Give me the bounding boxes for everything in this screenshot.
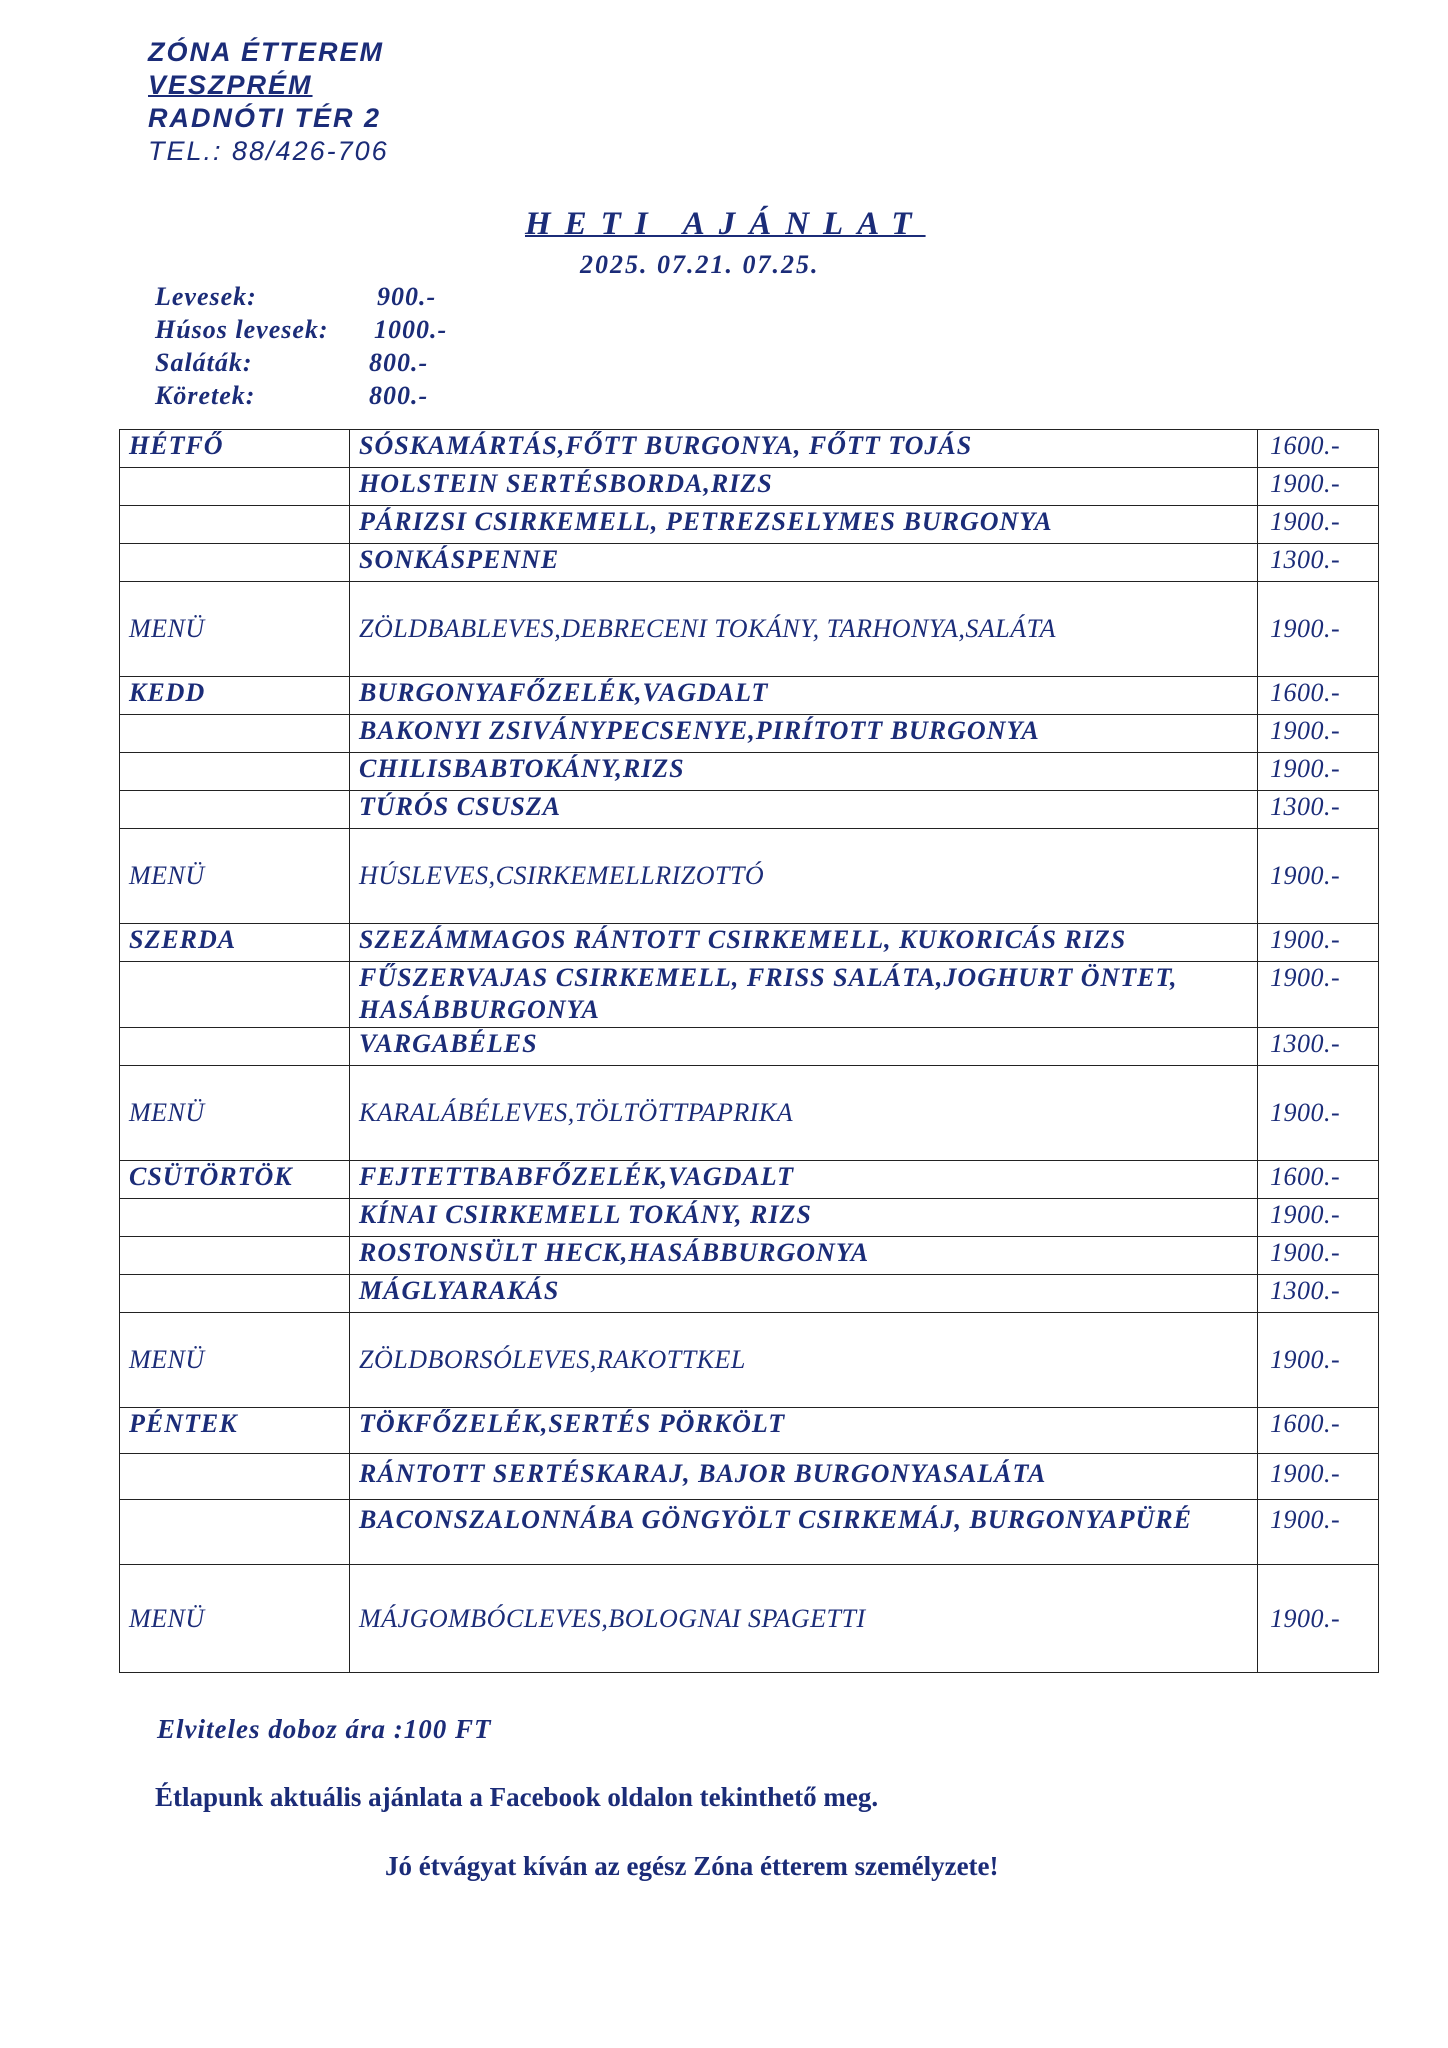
menu-price: 1900.- [1258,1565,1379,1673]
price-label: Saláták: [155,348,253,377]
dish-price: 1300.- [1258,1275,1379,1313]
dish-price: 1300.- [1258,544,1379,582]
price-row-sides [155,379,475,412]
restaurant-phone: TEL.: 88/426-706 [148,136,389,166]
dish-name: KÍNAI CSIRKEMELL TOKÁNY, RIZS [350,1199,1258,1237]
table-row [120,753,1379,791]
day-cell-empty [120,544,350,582]
table-row-menu [120,1565,1379,1673]
takeaway-box-price: Elviteles doboz ára :100 FT [157,1714,492,1744]
day-cell-empty [120,1237,350,1275]
menu-text: ZÖLDBORSÓLEVES,RAKOTTKEL [350,1313,1258,1408]
table-row [120,1500,1379,1565]
day-cell-empty [120,468,350,506]
facebook-note: Étlapunk aktuális ajánlata a Facebook oldalon tekinthető meg. [155,1782,879,1812]
table-row [120,1028,1379,1066]
menu-price: 1900.- [1258,582,1379,677]
dish-price: 1600.- [1258,677,1379,715]
price-row-soups [155,280,475,313]
menu-text: KARALÁBÉLEVES,TÖLTÖTTPAPRIKA [350,1066,1258,1161]
day-cell-empty [120,1500,350,1565]
restaurant-city: VESZPRÉM [148,70,313,100]
menu-price: 1900.- [1258,1066,1379,1161]
day-cell-empty [120,1454,350,1500]
dish-name: HOLSTEIN SERTÉSBORDA,RIZS [350,468,1258,506]
price-row-salads [155,346,475,379]
table-row [120,506,1379,544]
day-cell-empty [120,715,350,753]
dish-price: 1900.- [1258,468,1379,506]
day-cell-empty [120,1275,350,1313]
dish-name: BACONSZALONNÁBA GÖNGYÖLT CSIRKEMÁJ, BURGONYAPÜRÉ [350,1500,1258,1565]
dish-name: SÓSKAMÁRTÁS,FŐTT BURGONYA, FŐTT TOJÁS [350,430,1258,468]
table-row [120,962,1379,1028]
table-row [120,1275,1379,1313]
day-label: PÉNTEK [120,1408,350,1454]
dish-name: BURGONYAFŐZELÉK,VAGDALT [350,677,1258,715]
table-row [120,468,1379,506]
closing-wish: Jó étvágyat kíván az egész Zóna étterem személyzete! [385,1851,999,1881]
dish-price: 1300.- [1258,791,1379,829]
table-row [120,1199,1379,1237]
restaurant-name: ZÓNA ÉTTEREM [148,37,384,67]
menu-text: HÚSLEVES,CSIRKEMELLRIZOTTÓ [350,829,1258,924]
date-range: 2025. 07.21. 07.25. [580,250,820,279]
table-row [120,924,1379,962]
table-row [120,1454,1379,1500]
day-cell-empty [120,791,350,829]
dish-price: 1900.- [1258,1454,1379,1500]
dish-name: ROSTONSÜLT HECK,HASÁBBURGONYA [350,1237,1258,1275]
day-label: KEDD [120,677,350,715]
day-cell-empty [120,753,350,791]
dish-name: FŰSZERVAJAS CSIRKEMELL, FRISS SALÁTA,JOGHURT ÖNTET, HASÁBBURGONYA [350,962,1258,1028]
menu-label: MENÜ [120,829,350,924]
fixed-price-list [155,280,475,412]
dish-price: 1600.- [1258,430,1379,468]
dish-name: SONKÁSPENNE [350,544,1258,582]
dish-price: 1900.- [1258,924,1379,962]
day-label: HÉTFŐ [120,430,350,468]
day-label: CSÜTÖRTÖK [120,1161,350,1199]
dish-name: TÖKFŐZELÉK,SERTÉS PÖRKÖLT [350,1408,1258,1454]
dish-price: 1900.- [1258,506,1379,544]
day-label: SZERDA [120,924,350,962]
dish-name: MÁGLYARAKÁS [350,1275,1258,1313]
table-row [120,791,1379,829]
menu-label: MENÜ [120,582,350,677]
price-row-meat-soups [155,313,475,346]
dish-price: 1900.- [1258,1199,1379,1237]
price-label: Köretek: [155,381,256,410]
day-cell-empty [120,962,350,1028]
dish-name: CHILISBABTOKÁNY,RIZS [350,753,1258,791]
dish-price: 1600.- [1258,1408,1379,1454]
dish-name: VARGABÉLES [350,1028,1258,1066]
page-title: HETI AJÁNLAT [525,206,926,242]
dish-price: 1300.- [1258,1028,1379,1066]
day-cell-empty [120,506,350,544]
menu-price: 1900.- [1258,829,1379,924]
dish-price: 1900.- [1258,962,1379,1028]
day-cell-empty [120,1199,350,1237]
dish-price: 1900.- [1258,1500,1379,1565]
table-row-menu [120,582,1379,677]
price-label: Levesek: [155,282,257,311]
menu-label: MENÜ [120,1565,350,1673]
menu-label: MENÜ [120,1066,350,1161]
weekly-menu-table [119,429,1379,1673]
dish-name: TÚRÓS CSUSZA [350,791,1258,829]
table-row [120,1161,1379,1199]
price-value: 1000.- [374,315,448,344]
table-row [120,1408,1379,1454]
dish-name: PÁRIZSI CSIRKEMELL, PETREZSELYMES BURGONYA [350,506,1258,544]
table-row [120,1237,1379,1275]
menu-label: MENÜ [120,1313,350,1408]
price-label: Húsos levesek: [155,315,329,344]
dish-name: FEJTETTBABFŐZELÉK,VAGDALT [350,1161,1258,1199]
table-row [120,715,1379,753]
table-row [120,677,1379,715]
price-value: 900.- [377,282,437,311]
dish-price: 1900.- [1258,1237,1379,1275]
menu-price: 1900.- [1258,1313,1379,1408]
dish-name: BAKONYI ZSIVÁNYPECSENYE,PIRÍTOTT BURGONYA [350,715,1258,753]
price-value: 800.- [369,348,429,377]
table-row [120,544,1379,582]
day-cell-empty [120,1028,350,1066]
dish-price: 1900.- [1258,715,1379,753]
table-row [120,430,1379,468]
dish-name: RÁNTOTT SERTÉSKARAJ, BAJOR BURGONYASALÁTA [350,1454,1258,1500]
menu-text: MÁJGOMBÓCLEVES,BOLOGNAI SPAGETTI [350,1565,1258,1673]
menu-text: ZÖLDBABLEVES,DEBRECENI TOKÁNY, TARHONYA,SALÁTA [350,582,1258,677]
table-row-menu [120,1066,1379,1161]
price-value: 800.- [369,381,429,410]
table-row-menu [120,1313,1379,1408]
dish-name: SZEZÁMMAGOS RÁNTOTT CSIRKEMELL, KUKORICÁS RIZS [350,924,1258,962]
restaurant-address: RADNÓTI TÉR 2 [148,103,382,133]
table-row-menu [120,829,1379,924]
dish-price: 1600.- [1258,1161,1379,1199]
dish-price: 1900.- [1258,753,1379,791]
